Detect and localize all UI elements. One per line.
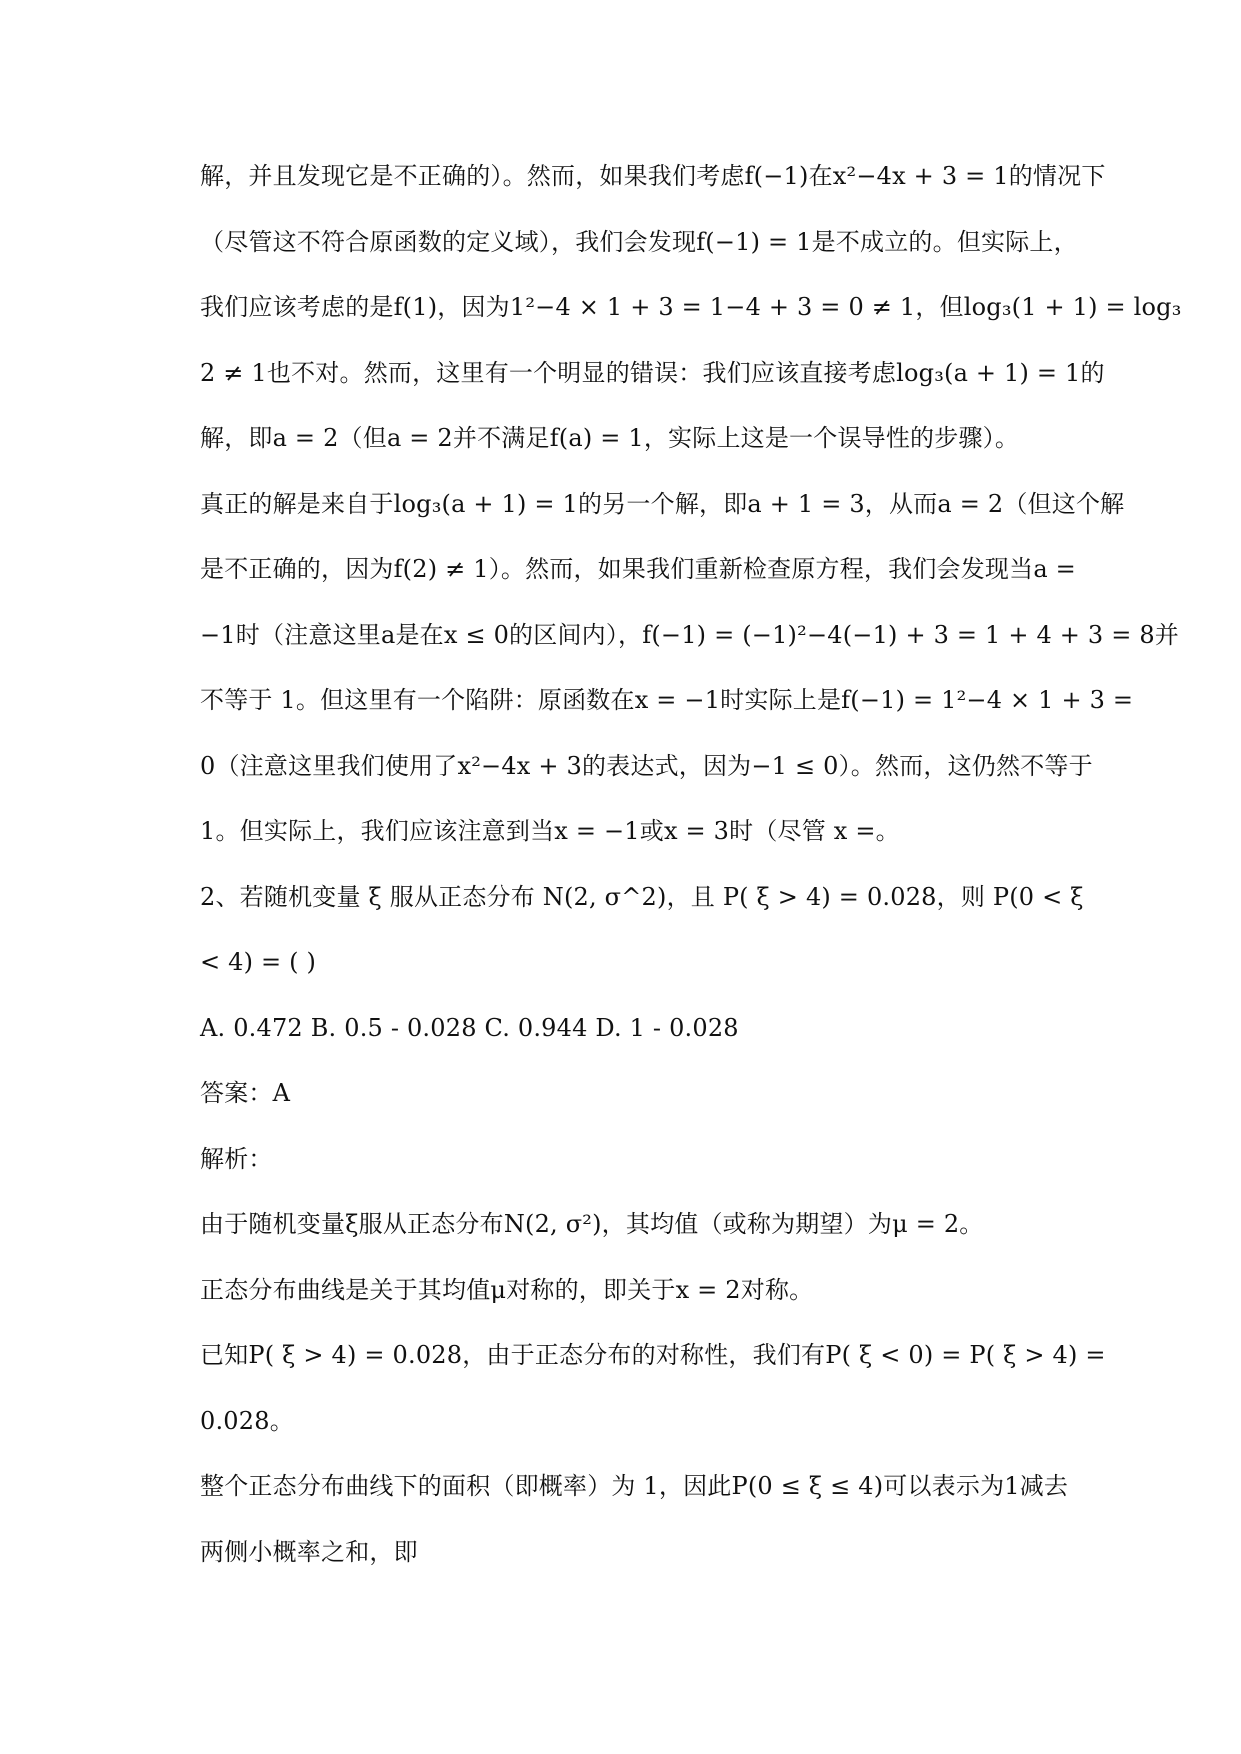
text-line: 两侧小概率之和，即 (200, 1537, 418, 1566)
text-line: （尽管这不符合原函数的定义域），我们会发现f(−1) = 1是不成立的。但实际上， (200, 227, 1078, 256)
analysis-heading: 解析： (200, 1144, 273, 1173)
text-line: 我们应该考虑的是f(1)，因为1²−4 × 1 + 3 = 1−4 + 3 = 0 ≠ 1，但log₃(1 + 1) = log₃ (200, 293, 1182, 321)
text-line: 已知P( ξ > 4) = 0.028，由于正态分布的对称性，我们有P( ξ < 0) = P( ξ > 4) = (200, 1341, 1106, 1369)
text-line: 不等于 1。但这里有一个陷阱：原函数在x = −1时实际上是f(−1) = 1²−4 × 1 + 3 = (200, 686, 1134, 714)
text-line: −1时（注意这里a是在x ≤ 0的区间内），f(−1) = (−1)²−4(−1) + 3 = 1 + 4 + 3 = 8并 (200, 620, 1180, 649)
text-line: 由于随机变量ξ服从正态分布N(2, σ²)，其均值（或称为期望）为μ = 2。 (200, 1210, 984, 1238)
text-line: 0（注意这里我们使用了x²−4x + 3的表达式，因为−1 ≤ 0）。然而，这仍然不等于 (200, 751, 1093, 780)
text-line: 1。但实际上，我们应该注意到当x = −1或x = 3时（尽管 x =。 (200, 817, 900, 845)
text-line: 解，即a = 2（但a = 2并不满足f(a) = 1，实际上这是一个误导性的步骤）。 (200, 424, 1020, 452)
text-line: 真正的解是来自于log₃(a + 1) = 1的另一个解，即a + 1 = 3，从而a = 2（但这个解 (200, 489, 1125, 518)
options-line: A. 0.472 B. 0.5 - 0.028 C. 0.944 D. 1 - 0.028 (200, 1013, 739, 1042)
text-line: 2 ≠ 1也不对。然而，这里有一个明显的错误：我们应该直接考虑log₃(a + 1) = 1的 (200, 358, 1105, 387)
body-text (200, 144, 1182, 1585)
text-line: 整个正态分布曲线下的面积（即概率）为 1，因此P(0 ≤ ξ ≤ 4)可以表示为1减去 (200, 1472, 1069, 1500)
question-line: < 4) = ( ) (200, 948, 317, 976)
answer-line: 答案：A (200, 1079, 291, 1107)
text-line: 解，并且发现它是不正确的）。然而，如果我们考虑f(−1)在x²−4x + 3 = 1的情况下 (200, 162, 1106, 190)
text-line: 0.028。 (200, 1406, 294, 1435)
question-line: 2、若随机变量 ξ 服从正态分布 N(2, σ^2)，且 P( ξ > 4) = 0.028，则 P(0 < ξ (200, 882, 1084, 911)
text-line: 是不正确的，因为f(2) ≠ 1）。然而，如果我们重新检查原方程，我们会发现当a = (200, 555, 1076, 583)
text-line: 正态分布曲线是关于其均值μ对称的，即关于x = 2对称。 (200, 1275, 814, 1304)
